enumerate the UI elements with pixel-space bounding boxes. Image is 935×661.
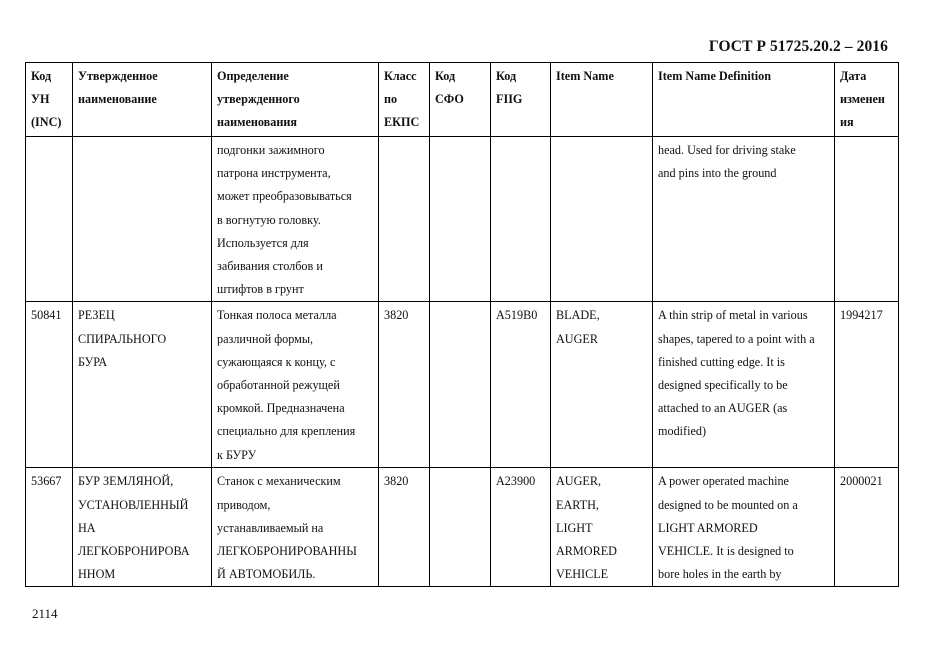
table-row [26,137,899,302]
table-header-row [26,63,899,137]
header-inc [26,63,73,137]
cell-text: finished cutting edge. It is [658,354,785,369]
page-number: 2114 [32,606,58,621]
cell-text: AUGER [556,331,598,346]
cell-ekps-class: 3820 [379,302,430,468]
cell-item-name [551,468,653,587]
cell-text: ARMORED [556,544,617,559]
header-text: Дата [840,69,867,83]
cell-inc: 53667 [26,468,73,587]
cell-text: designed specifically to be [658,378,788,393]
cell-approved-name [73,302,212,468]
cell-text: EARTH, [556,497,599,512]
cell-text: BLADE, [556,308,600,323]
header-text: Класс [384,69,417,83]
catalog-table [25,62,899,587]
cell-text: Тонкая полоса металла [217,308,337,323]
cell-text: designed to be mounted on a [658,497,798,512]
cell-inc: 50841 [26,302,73,468]
header-text: наименование [78,92,157,107]
table-row [26,468,899,587]
cell-text: БУР ЗЕМЛЯНОЙ, [78,474,174,489]
cell-text: в вогнутую головку. [217,212,321,227]
header-text: Утвержденное [78,69,158,83]
cell-text: bore holes in the earth by [658,567,782,582]
cell-text: shapes, tapered to a point with a [658,331,815,346]
cell-text: LIGHT ARMORED [658,520,758,535]
cell-ekps-class: 3820 [379,468,430,587]
cell-sfo-code [430,468,491,587]
cell-text: ЛЕГКОБРОНИРОВА [78,544,190,559]
cell-text: кромкой. Предназначена [217,401,345,416]
header-text: СФО [435,92,464,107]
header-text: ия [840,115,854,130]
cell-text: modified) [658,424,707,439]
cell-text: различной формы, [217,331,314,346]
cell-text: забивания столбов и [217,259,323,274]
cell-text: ННОМ [78,567,116,582]
header-text: Код [31,69,52,83]
cell-text: A thin strip of metal in various [658,308,808,323]
cell-sfo-code [430,302,491,468]
cell-fiig-code: A519B0 [491,302,551,468]
header-item-name [551,63,653,137]
header-sfo-code [430,63,491,137]
cell-text: VEHICLE [556,567,609,582]
cell-definition-ru [212,468,379,587]
header-text: утвержденного [217,92,300,107]
cell-text: AUGER, [556,474,602,489]
cell-text: может преобразовываться [217,189,352,204]
header-text: FIIG [496,92,523,107]
cell-text: БУРА [78,354,108,369]
cell-text: приводом, [217,497,271,512]
cell-text: УСТАНОВЛЕННЫЙ [78,497,189,512]
cell-text: Используется для [217,235,309,250]
cell-text: РЕЗЕЦ [78,308,115,323]
cell-item-name-definition [653,137,835,302]
header-text: Код [496,69,517,83]
cell-text: head. Used for driving stake [658,143,796,157]
cell-text: подгонки зажимного [217,143,325,157]
header-text: Код [435,69,456,83]
header-ekps-class [379,63,430,137]
cell-text: обработанной режущей [217,378,340,393]
header-text: ЕКПС [384,115,420,130]
cell-text: attached to an AUGER (as [658,401,788,416]
cell-text: A power operated machine [658,474,789,489]
cell-approved-name [73,137,212,302]
cell-change-date: 1994217 [835,302,899,468]
header-text: Item Name Definition [658,69,772,83]
cell-text: к БУРУ [217,447,257,462]
cell-inc [26,137,73,302]
cell-item-name-definition [653,468,835,587]
cell-text: штифтов в грунт [217,282,304,297]
cell-text: Станок с механическим [217,474,341,489]
header-fiig-code [491,63,551,137]
cell-change-date [835,137,899,302]
cell-definition-ru [212,137,379,302]
cell-item-name [551,137,653,302]
cell-item-name-definition [653,302,835,468]
cell-text: патрона инструмента, [217,166,331,181]
cell-text: Й АВТОМОБИЛЬ. [217,567,316,582]
cell-fiig-code [491,137,551,302]
header-text: наименования [217,115,297,130]
cell-fiig-code: A23900 [491,468,551,587]
header-text: Определение [217,69,289,83]
cell-ekps-class [379,137,430,302]
cell-text: сужающаяся к концу, с [217,354,336,369]
cell-text: специально для крепления [217,424,356,439]
header-text: Item Name [556,69,614,83]
cell-text: and pins into the ground [658,166,777,181]
cell-approved-name [73,468,212,587]
cell-text: НА [78,520,96,535]
cell-text: СПИРАЛЬНОГО [78,331,167,346]
cell-text: устанавливаемый на [217,520,324,535]
document-standard-title: ГОСТ Р 51725.20.2 – 2016 [708,38,888,55]
header-change-date [835,63,899,137]
header-text: по [384,92,398,107]
cell-definition-ru [212,302,379,468]
header-definition-ru [212,63,379,137]
cell-change-date: 2000021 [835,468,899,587]
table-row [26,302,899,468]
header-text: изменен [840,92,885,107]
cell-text: ЛЕГКОБРОНИРОВАННЫ [217,544,357,559]
header-text: УН [31,92,50,107]
cell-item-name [551,302,653,468]
cell-text: VEHICLE. It is designed to [658,544,794,559]
cell-sfo-code [430,137,491,302]
header-item-name-definition [653,63,835,137]
cell-text: LIGHT [556,520,593,535]
header-approved-name [73,63,212,137]
header-text: (INC) [31,115,62,130]
